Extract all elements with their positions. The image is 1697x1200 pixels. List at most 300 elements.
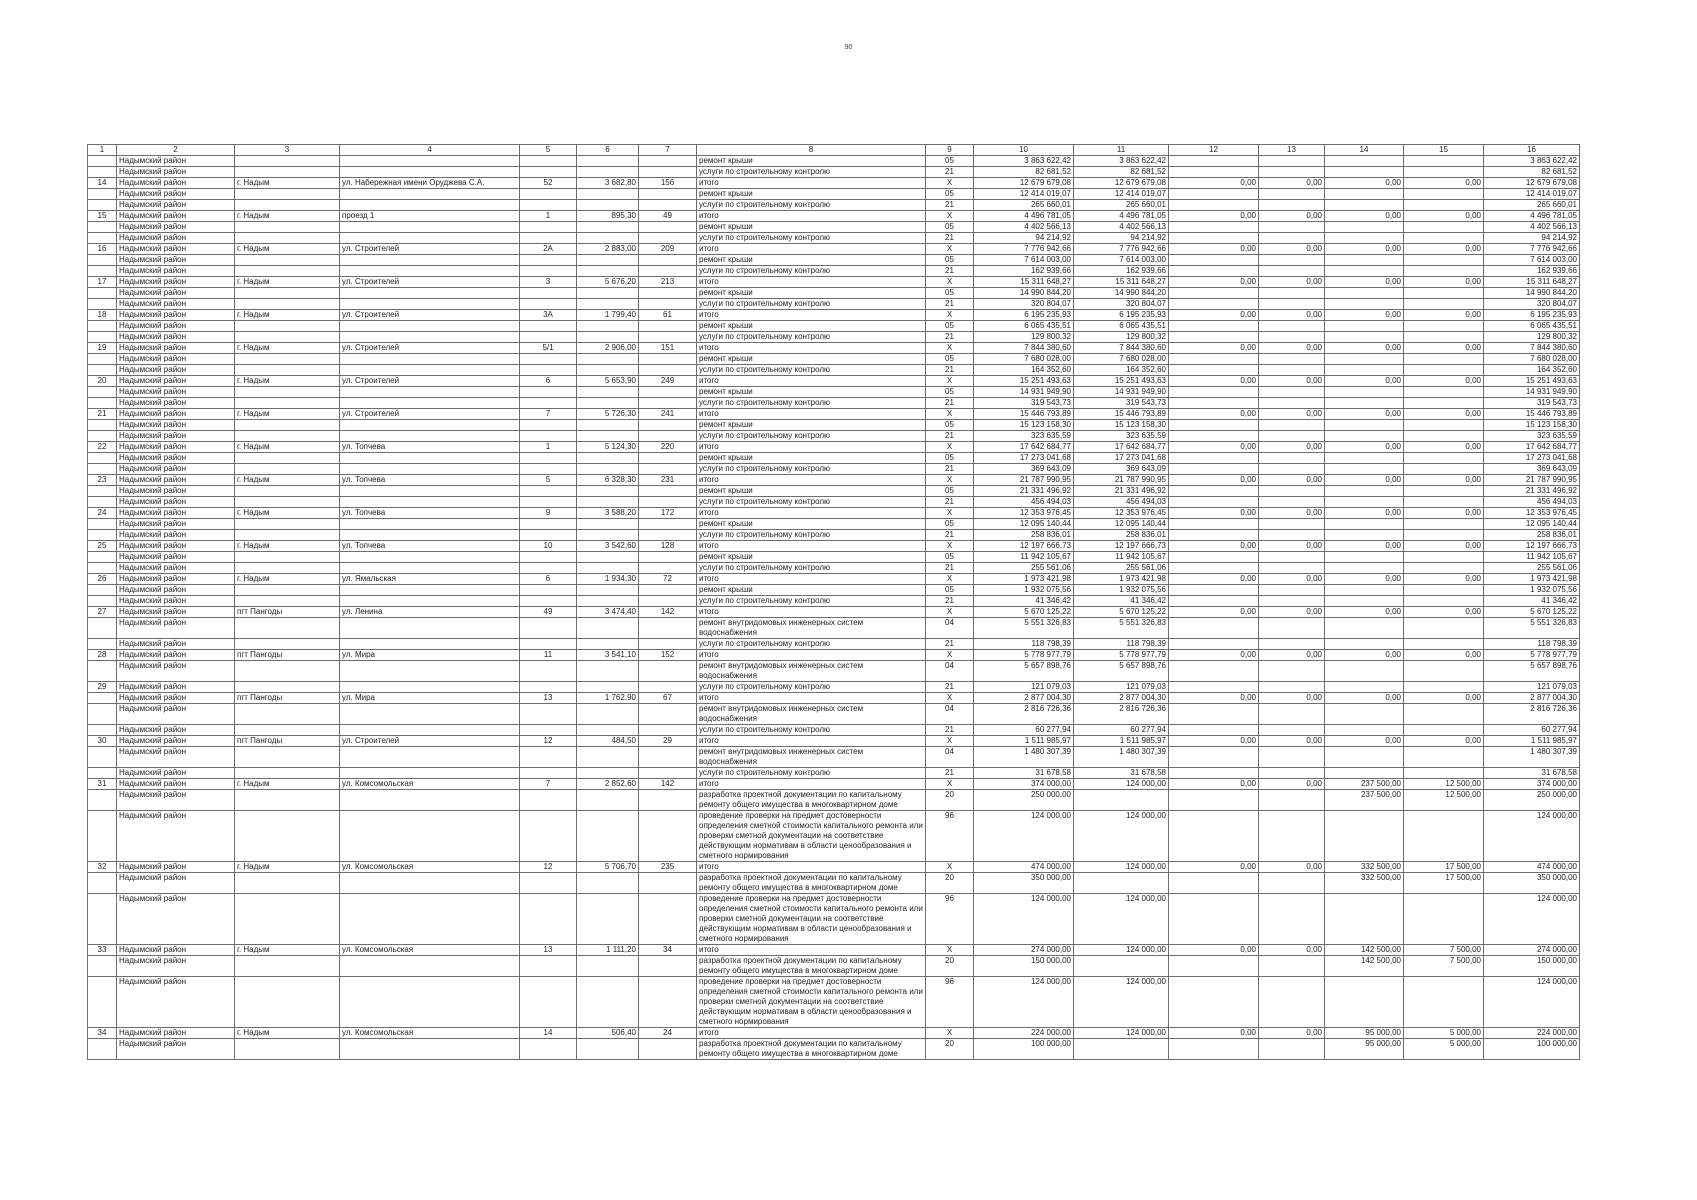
table-cell: ремонт внутридомовых инженерных систем водоснабжения bbox=[697, 704, 926, 725]
table-cell: 94 214,92 bbox=[974, 233, 1074, 244]
table-cell bbox=[1404, 497, 1484, 508]
table-cell: 5 778 977,79 bbox=[1074, 650, 1169, 661]
table-cell: 0,00 bbox=[1404, 508, 1484, 519]
table-cell: 24 bbox=[88, 508, 117, 519]
table-cell: 0,00 bbox=[1325, 508, 1404, 519]
table-cell: 60 277,94 bbox=[1484, 725, 1580, 736]
table-cell bbox=[88, 167, 117, 178]
table-cell bbox=[235, 1039, 340, 1060]
table-cell: 0,00 bbox=[1259, 508, 1325, 519]
table-cell: X bbox=[926, 862, 974, 873]
table-cell: 323 635,59 bbox=[1484, 431, 1580, 442]
table-cell bbox=[340, 321, 520, 332]
table-cell: Надымский район bbox=[117, 873, 235, 894]
table-cell bbox=[235, 200, 340, 211]
table-cell bbox=[235, 222, 340, 233]
table-cell bbox=[520, 189, 577, 200]
column-number-header: 4 bbox=[340, 145, 520, 156]
table-cell: услуги по строительному контролю bbox=[697, 365, 926, 376]
table-cell bbox=[1259, 453, 1325, 464]
table-cell: ремонт внутридомовых инженерных систем водоснабжения bbox=[697, 661, 926, 682]
table-cell bbox=[1169, 453, 1259, 464]
table-cell bbox=[639, 464, 697, 475]
table-cell: 12 353 976,45 bbox=[974, 508, 1074, 519]
table-cell: X bbox=[926, 178, 974, 189]
table-cell bbox=[235, 725, 340, 736]
table-row bbox=[88, 376, 1580, 387]
table-cell: 0,00 bbox=[1404, 693, 1484, 704]
table-cell: 129 800,32 bbox=[1484, 332, 1580, 343]
table-cell: 21 bbox=[926, 530, 974, 541]
table-cell: 94 214,92 bbox=[1484, 233, 1580, 244]
table-cell bbox=[1169, 321, 1259, 332]
table-cell: 0,00 bbox=[1169, 178, 1259, 189]
table-cell: 5 676,20 bbox=[577, 277, 639, 288]
table-cell bbox=[88, 255, 117, 266]
table-cell: Надымский район bbox=[117, 945, 235, 956]
table-cell bbox=[639, 387, 697, 398]
table-row bbox=[88, 178, 1580, 189]
table-cell: 332 500,00 bbox=[1325, 873, 1404, 894]
table-cell bbox=[340, 956, 520, 977]
table-cell: Надымский район bbox=[117, 747, 235, 768]
table-row bbox=[88, 596, 1580, 607]
table-cell: X bbox=[926, 1028, 974, 1039]
table-cell: ул. Топчева bbox=[340, 541, 520, 552]
table-cell bbox=[235, 354, 340, 365]
table-cell bbox=[520, 790, 577, 811]
table-row bbox=[88, 288, 1580, 299]
table-cell: 34 bbox=[639, 945, 697, 956]
table-cell: 22 bbox=[88, 442, 117, 453]
table-cell bbox=[1169, 563, 1259, 574]
table-cell: проведение проверки на предмет достоверности определения сметной стоимости капитального ремонта или проверки сметной документации на соответствие действующим нормативам в области ценообразования и сметного нормирования bbox=[697, 811, 926, 862]
table-cell bbox=[340, 189, 520, 200]
table-cell: X bbox=[926, 277, 974, 288]
table-cell: Надымский район bbox=[117, 768, 235, 779]
table-cell bbox=[1325, 894, 1404, 945]
table-cell: 5 706,70 bbox=[577, 862, 639, 873]
table-cell: услуги по строительному контролю bbox=[697, 682, 926, 693]
table-cell: 3 863 622,42 bbox=[1484, 156, 1580, 167]
table-cell bbox=[235, 453, 340, 464]
table-cell: ул. Ленина bbox=[340, 607, 520, 618]
table-cell bbox=[1169, 200, 1259, 211]
table-cell: итого bbox=[697, 945, 926, 956]
table-cell: разработка проектной документации по капитальному ремонту общего имущества в многоквартирном доме bbox=[697, 956, 926, 977]
table-cell bbox=[1169, 956, 1259, 977]
table-cell: 5 000,00 bbox=[1404, 1028, 1484, 1039]
table-cell bbox=[520, 873, 577, 894]
table-cell bbox=[1259, 768, 1325, 779]
table-cell: 17 273 041,68 bbox=[974, 453, 1074, 464]
table-cell: 124 000,00 bbox=[1074, 894, 1169, 945]
table-cell bbox=[340, 725, 520, 736]
table-cell bbox=[577, 552, 639, 563]
table-cell: 12 095 140,44 bbox=[1484, 519, 1580, 530]
table-cell: 124 000,00 bbox=[1074, 811, 1169, 862]
table-cell: пгт Пангоды bbox=[235, 693, 340, 704]
table-cell bbox=[1169, 354, 1259, 365]
table-cell bbox=[1259, 233, 1325, 244]
table-cell: 7 776 942,66 bbox=[1484, 244, 1580, 255]
table-cell: услуги по строительному контролю bbox=[697, 768, 926, 779]
table-cell bbox=[1259, 747, 1325, 768]
table-cell: 12 679 679,08 bbox=[974, 178, 1074, 189]
table-row bbox=[88, 693, 1580, 704]
table-cell bbox=[340, 420, 520, 431]
table-cell: 21 bbox=[926, 464, 974, 475]
table-row bbox=[88, 894, 1580, 945]
table-cell bbox=[88, 288, 117, 299]
table-cell bbox=[88, 431, 117, 442]
table-cell: Надымский район bbox=[117, 596, 235, 607]
table-cell bbox=[1325, 530, 1404, 541]
table-cell: 12 500,00 bbox=[1404, 790, 1484, 811]
table-cell bbox=[88, 332, 117, 343]
table-cell: 21 bbox=[926, 266, 974, 277]
table-cell: 0,00 bbox=[1325, 650, 1404, 661]
table-cell bbox=[520, 956, 577, 977]
table-cell: 5 657 898,76 bbox=[1074, 661, 1169, 682]
table-cell bbox=[1325, 552, 1404, 563]
table-cell bbox=[88, 200, 117, 211]
table-cell bbox=[1404, 552, 1484, 563]
table-cell bbox=[235, 596, 340, 607]
table-cell bbox=[340, 464, 520, 475]
table-cell: 319 543,73 bbox=[974, 398, 1074, 409]
table-cell: 1 480 307,39 bbox=[974, 747, 1074, 768]
table-cell bbox=[1404, 299, 1484, 310]
table-cell bbox=[577, 519, 639, 530]
table-cell: ул. Строителей bbox=[340, 736, 520, 747]
table-cell: 15 251 493,63 bbox=[974, 376, 1074, 387]
table-cell: 15 123 158,30 bbox=[1484, 420, 1580, 431]
table-cell bbox=[1325, 266, 1404, 277]
table-cell bbox=[88, 585, 117, 596]
table-row bbox=[88, 409, 1580, 420]
table-cell bbox=[88, 530, 117, 541]
table-cell bbox=[340, 747, 520, 768]
table-cell bbox=[577, 387, 639, 398]
table-cell: 20 bbox=[88, 376, 117, 387]
table-cell: 7 500,00 bbox=[1404, 945, 1484, 956]
table-cell: 04 bbox=[926, 704, 974, 725]
table-cell bbox=[235, 639, 340, 650]
table-cell bbox=[235, 420, 340, 431]
table-cell bbox=[340, 585, 520, 596]
table-cell bbox=[577, 585, 639, 596]
table-cell bbox=[1074, 1039, 1169, 1060]
table-cell: 04 bbox=[926, 661, 974, 682]
table-cell: проведение проверки на предмет достоверности определения сметной стоимости капитального ремонта или проверки сметной документации на соответствие действующим нормативам в области ценообразования и сметного нормирования bbox=[697, 894, 926, 945]
table-cell bbox=[1169, 618, 1259, 639]
table-cell: 0,00 bbox=[1325, 693, 1404, 704]
table-cell: Надымский район bbox=[117, 332, 235, 343]
table-cell: 142 500,00 bbox=[1325, 956, 1404, 977]
table-cell bbox=[577, 332, 639, 343]
table-cell: 0,00 bbox=[1404, 541, 1484, 552]
table-cell bbox=[577, 639, 639, 650]
table-cell bbox=[639, 1039, 697, 1060]
table-cell: 241 bbox=[639, 409, 697, 420]
table-cell: 21 787 990,95 bbox=[1074, 475, 1169, 486]
table-cell bbox=[639, 266, 697, 277]
table-cell: 224 000,00 bbox=[974, 1028, 1074, 1039]
table-cell: 5 726,30 bbox=[577, 409, 639, 420]
table-cell: Надымский район bbox=[117, 266, 235, 277]
table-cell: 172 bbox=[639, 508, 697, 519]
table-cell: 7 844 380,60 bbox=[1074, 343, 1169, 354]
table-cell: 0,00 bbox=[1169, 508, 1259, 519]
table-cell bbox=[577, 255, 639, 266]
table-cell: 128 bbox=[639, 541, 697, 552]
table-cell: услуги по строительному контролю bbox=[697, 725, 926, 736]
table-cell: 0,00 bbox=[1404, 409, 1484, 420]
table-cell bbox=[1325, 453, 1404, 464]
table-cell bbox=[577, 618, 639, 639]
table-cell bbox=[340, 519, 520, 530]
table-cell: 142 bbox=[639, 607, 697, 618]
table-cell: итого bbox=[697, 409, 926, 420]
table-cell bbox=[577, 299, 639, 310]
table-row bbox=[88, 811, 1580, 862]
table-cell bbox=[520, 420, 577, 431]
table-row bbox=[88, 486, 1580, 497]
table-cell bbox=[88, 222, 117, 233]
table-cell bbox=[1325, 288, 1404, 299]
table-cell bbox=[88, 519, 117, 530]
table-cell bbox=[235, 398, 340, 409]
table-cell: 0,00 bbox=[1169, 310, 1259, 321]
table-cell: X bbox=[926, 693, 974, 704]
table-cell: г. Надым bbox=[235, 541, 340, 552]
table-cell: Надымский район bbox=[117, 409, 235, 420]
table-cell: 21 bbox=[926, 233, 974, 244]
table-cell: 05 bbox=[926, 354, 974, 365]
table-cell: 369 643,09 bbox=[1484, 464, 1580, 475]
table-cell bbox=[577, 354, 639, 365]
table-row bbox=[88, 585, 1580, 596]
table-cell bbox=[1325, 464, 1404, 475]
table-cell bbox=[520, 563, 577, 574]
table-cell: 265 660,01 bbox=[1484, 200, 1580, 211]
table-cell: ремонт крыши bbox=[697, 552, 926, 563]
table-cell: 2 852,60 bbox=[577, 779, 639, 790]
table-cell: Надымский район bbox=[117, 189, 235, 200]
table-cell: 0,00 bbox=[1259, 211, 1325, 222]
table-cell: 4 402 566,13 bbox=[1484, 222, 1580, 233]
table-cell bbox=[639, 398, 697, 409]
table-cell bbox=[88, 563, 117, 574]
table-cell: 32 bbox=[88, 862, 117, 873]
table-cell: 237 500,00 bbox=[1325, 779, 1404, 790]
table-cell: услуги по строительному контролю bbox=[697, 233, 926, 244]
table-cell bbox=[1325, 420, 1404, 431]
table-cell: Надымский район bbox=[117, 519, 235, 530]
table-cell bbox=[88, 596, 117, 607]
table-cell bbox=[235, 747, 340, 768]
table-cell bbox=[1404, 321, 1484, 332]
table-cell: 26 bbox=[88, 574, 117, 585]
table-cell: Надымский район bbox=[117, 376, 235, 387]
table-cell: 14 931 949,90 bbox=[1074, 387, 1169, 398]
table-cell: 12 500,00 bbox=[1404, 779, 1484, 790]
table-cell: 118 798,39 bbox=[1074, 639, 1169, 650]
table-cell: 15 311 648,27 bbox=[974, 277, 1074, 288]
table-cell: X bbox=[926, 310, 974, 321]
table-row bbox=[88, 945, 1580, 956]
table-cell: 7 500,00 bbox=[1404, 956, 1484, 977]
table-cell: 21 787 990,95 bbox=[974, 475, 1074, 486]
table-cell: 12 414 019,07 bbox=[974, 189, 1074, 200]
table-cell: г. Надым bbox=[235, 277, 340, 288]
table-cell bbox=[340, 530, 520, 541]
table-cell: Надымский район bbox=[117, 453, 235, 464]
table-cell: Надымский район bbox=[117, 475, 235, 486]
table-cell: 142 500,00 bbox=[1325, 945, 1404, 956]
table-cell bbox=[340, 639, 520, 650]
table-row bbox=[88, 530, 1580, 541]
table-cell bbox=[1169, 255, 1259, 266]
table-cell bbox=[577, 530, 639, 541]
table-cell bbox=[1325, 365, 1404, 376]
table-cell: 0,00 bbox=[1169, 211, 1259, 222]
table-cell: 2 816 726,36 bbox=[1074, 704, 1169, 725]
table-cell: 20 bbox=[926, 873, 974, 894]
table-cell bbox=[88, 552, 117, 563]
table-cell: 1 511 985,97 bbox=[1484, 736, 1580, 747]
table-cell: Надымский район bbox=[117, 552, 235, 563]
table-cell bbox=[577, 704, 639, 725]
table-cell bbox=[340, 299, 520, 310]
table-cell: 12 353 976,45 bbox=[1484, 508, 1580, 519]
table-cell bbox=[639, 332, 697, 343]
table-cell bbox=[1259, 873, 1325, 894]
table-cell: X bbox=[926, 541, 974, 552]
table-cell: 1 bbox=[520, 211, 577, 222]
table-cell: г. Надым bbox=[235, 376, 340, 387]
table-cell: Надымский район bbox=[117, 486, 235, 497]
table-cell: 7 776 942,66 bbox=[1074, 244, 1169, 255]
table-cell bbox=[235, 387, 340, 398]
table-cell: г. Надым bbox=[235, 862, 340, 873]
table-cell: проезд 1 bbox=[340, 211, 520, 222]
table-cell bbox=[1259, 530, 1325, 541]
table-cell bbox=[639, 661, 697, 682]
table-cell: 15 123 158,30 bbox=[974, 420, 1074, 431]
table-cell bbox=[577, 790, 639, 811]
table-cell bbox=[88, 464, 117, 475]
table-cell: 152 bbox=[639, 650, 697, 661]
table-cell: г. Надым bbox=[235, 244, 340, 255]
table-row bbox=[88, 541, 1580, 552]
table-cell: X bbox=[926, 211, 974, 222]
table-cell: 72 bbox=[639, 574, 697, 585]
table-cell: 60 277,94 bbox=[974, 725, 1074, 736]
table-cell: 0,00 bbox=[1259, 607, 1325, 618]
table-cell: 118 798,39 bbox=[974, 639, 1074, 650]
table-cell bbox=[88, 790, 117, 811]
table-row bbox=[88, 222, 1580, 233]
table-cell: 4 496 781,05 bbox=[974, 211, 1074, 222]
table-cell bbox=[520, 167, 577, 178]
table-cell bbox=[639, 704, 697, 725]
table-cell bbox=[577, 811, 639, 862]
table-cell: 1 111,20 bbox=[577, 945, 639, 956]
table-cell bbox=[1404, 747, 1484, 768]
table-cell bbox=[577, 167, 639, 178]
table-cell bbox=[520, 725, 577, 736]
table-cell: 29 bbox=[639, 736, 697, 747]
table-cell: 0,00 bbox=[1404, 442, 1484, 453]
table-cell: Надымский район bbox=[117, 211, 235, 222]
table-cell: 5 551 326,83 bbox=[1074, 618, 1169, 639]
table-cell: 7 614 003,00 bbox=[1484, 255, 1580, 266]
table-cell bbox=[520, 398, 577, 409]
table-cell: 3 863 622,42 bbox=[974, 156, 1074, 167]
table-cell: 164 352,60 bbox=[1074, 365, 1169, 376]
table-cell: 0,00 bbox=[1169, 607, 1259, 618]
column-number-header: 13 bbox=[1259, 145, 1325, 156]
table-cell bbox=[1259, 956, 1325, 977]
table-cell bbox=[1259, 299, 1325, 310]
table-cell: 20 bbox=[926, 1039, 974, 1060]
table-cell bbox=[340, 288, 520, 299]
table-cell: 05 bbox=[926, 486, 974, 497]
table-cell: Надымский район bbox=[117, 398, 235, 409]
table-cell bbox=[1169, 704, 1259, 725]
table-cell: Надымский район bbox=[117, 661, 235, 682]
table-cell: 319 543,73 bbox=[1074, 398, 1169, 409]
table-cell bbox=[577, 768, 639, 779]
table-cell: 6 065 435,51 bbox=[1484, 321, 1580, 332]
table-cell: 24 bbox=[639, 1028, 697, 1039]
table-cell: 506,40 bbox=[577, 1028, 639, 1039]
column-number-row bbox=[88, 145, 1580, 156]
column-number-header: 6 bbox=[577, 145, 639, 156]
table-cell: 456 494,03 bbox=[974, 497, 1074, 508]
table-cell: итого bbox=[697, 376, 926, 387]
table-cell: пгт Пангоды bbox=[235, 736, 340, 747]
table-cell: 12 414 019,07 bbox=[1074, 189, 1169, 200]
table-cell bbox=[1325, 167, 1404, 178]
table-cell bbox=[520, 266, 577, 277]
table-cell: 17 bbox=[88, 277, 117, 288]
table-cell bbox=[88, 365, 117, 376]
table-cell bbox=[1404, 200, 1484, 211]
table-cell: итого bbox=[697, 693, 926, 704]
table-cell bbox=[1169, 585, 1259, 596]
table-cell: 0,00 bbox=[1169, 277, 1259, 288]
table-cell: 17 500,00 bbox=[1404, 873, 1484, 894]
table-cell: 05 bbox=[926, 585, 974, 596]
table-cell bbox=[1169, 661, 1259, 682]
table-cell bbox=[1259, 167, 1325, 178]
table-cell bbox=[340, 618, 520, 639]
table-cell bbox=[1325, 189, 1404, 200]
table-row bbox=[88, 156, 1580, 167]
table-cell: 4 402 566,13 bbox=[974, 222, 1074, 233]
table-cell: 0,00 bbox=[1169, 650, 1259, 661]
table-cell bbox=[88, 956, 117, 977]
table-row bbox=[88, 552, 1580, 563]
table-cell: 96 bbox=[926, 894, 974, 945]
table-cell: 124 000,00 bbox=[974, 894, 1074, 945]
table-cell: 0,00 bbox=[1325, 277, 1404, 288]
table-cell: 124 000,00 bbox=[1074, 862, 1169, 873]
table-cell: итого bbox=[697, 244, 926, 255]
